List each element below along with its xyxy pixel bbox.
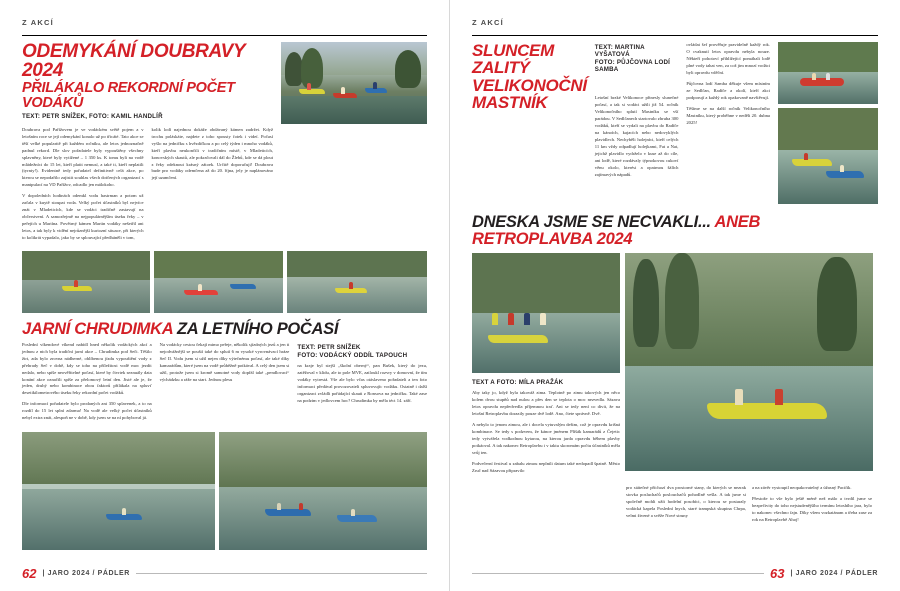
photo-rapid-3 [287,251,427,313]
r-article1-col2-p2: Půjčovna lodí Samba děkuje všem místním ze Sedlčan, Radíče a okolí, kteří akci podporují a každý rok opakovaně navštěvují. [686,80,770,100]
photo-chrudimka-paddlers [219,432,427,550]
footer-rule-left [136,573,427,574]
headline-line-1: ODEMYKÁNÍ DOUBRAVY 2024 [22,41,245,82]
photo-retroplavba-canoe [625,253,873,471]
article1-headline-right [472,42,587,111]
r-headline-line-2: VELIKONOČNÍ [472,75,587,95]
r-article1-byline-photo: FOTO: PŮJČOVNA LODÍ SAMBA [594,59,671,73]
r-headline2-red: ANEB RETROPLAVBA 2024 [472,213,761,248]
r-article2-col1-p2: A nebylo to jenom zimou, ale i docela vytuvalým deštm, což je opravdu krišná kombinace. Se tedy s podzvem, že kánoe jménem Plíšák kamarádů z Čejetic tedy vytvářela vodkodnou kytarou, na kterou jarda opravdu během plavby potkáoval. A tak nakonec Retroplavbu i v taktu skoromám počtu účastníků měla svůj ten. [472,421,620,455]
article2-byline-text: TEXT: PETR SNÍŽEK [297,343,361,351]
headline2-black: ZA LETNÍHO POČASÍ [177,320,339,339]
page-number-right: 63 [770,566,785,581]
article2-col2-p1: Na vodácky cestou čekají mimo peřeje, několik sjízdných jezů a jen ti nejodvážnější se pouští také do splutí 6 m vysoké vyrovnávací hráze Seč II. Vodu jsem si užil nejen díky výtečnému počasí, ale také díky kamarádům, které jsem na vodě průběžně potkával. A celý den jsem si užil, protože jsem si kromě samotné vody dopřál také „pendlovací“ výchádzku a ráže na start. Jednou plesu [159,341,290,382]
photo-strip-chrudimka [22,432,427,550]
footer-left [22,566,427,581]
photo-rapid-1 [22,251,150,313]
photo-mastnik-raft [778,42,878,104]
photo-strip-doubrava [22,251,427,313]
headline2-red: JARNÍ CHRUDIMKA [22,320,173,339]
retroplavba-last-cols [472,485,878,528]
r-article1-col1-p1: Letošní brzké Velikonoce přinesly slunečné počasí, a tak si vodáci užili již 54. ročník Velikonočního splutí Mastníku se vší parádou. V Sedlčanech startovalo zhruba 300 vodáků, kteří se vydali na plavbu do Radíče na kánoích, kajacích nebo nedovyklých plavidlech. Nechyběli holejníci, kteří celých 11 km vždy odpadlují holejkami, Fat a Nat, jejichž plavidlo vydrželo v kuse až do cíle, ani lodě, které rozdávaly týpnokovou cukoví věnu okolo, kterési a opatrnou šálích zajímavých nápadů. [594,95,679,177]
article1-byline-left: TEXT: PETR SNÍŽEK, FOTO: KAMIL HANDLÍŘ [22,113,163,121]
article1-col1-p2: V dopoledních hodinách odemkl vodu hastrman a potom už začala v kuytě stoupat voda. Velký počet účastníků byl nejvíce znát v Mladeticích, kde se vodáci tradičně zastavují na občerstvení. A samozřejmě na nejpopulárnějším úseku řeky – v peřejích u Mariína. Povětrný kámen Martin vodáky nešetřil ani letos, a tak byly k vidění nejrůznější kuriozní situace, při kterých to kolikrát vypadalo, jako by se splouvající předháněli v tom, [22,193,144,241]
headline-line-2: PŘILÁKALO REKORDNÍ POČET VODÁKŮ [22,79,235,111]
article2-col1-p1: Poslední víkendové víkend nabídl hned několik vodáckých akcí a jednou z nich byla tradiční jarní akce – Chrudimka pod Seči. Těšilo žirt, ada bylo zrovna nádherné, oblíbenou jízdu vypouštění vody z přehrady Seč v době, kdy se toho na příležitost vodě moc jezdit nedalo, nebo spíše neověřitelné počasí, které by čtvrtek seznuály data konání akce označili spíše za přelomový letní den. Jisté ale je, že jeden, druhý nebo kombinace obou faktorů přilákala na spluvť desetikilometrového úseku řeky rekordní počet vodáků. [22,341,152,396]
top-rule-right [472,35,878,36]
article1-headline-left [22,42,273,110]
footer-rule-right [472,573,764,574]
r-article2-byline: TEXT A FOTO: MÍLA PRAŽÁK [472,379,564,386]
footer-right [472,566,878,581]
r-article2-col3-p2: Přestože to vše bylo ještě méně než málo a tvrdil jsme se bezpečivity do toho nejstudenějšího termínu letoshího jara, bylo to nakonec všechno fajn. Díky všem vozkatánam a třeba zase za rok na Retroplavbě Ahoj! [752,495,872,522]
r-headline2-black: DNESKA JSME SE NECVAKLI... [472,213,711,231]
article2-col1-p2: Dle informací pořadatele bylo prodaných ani 350 splavenek, a to na rozdíl do 15 let splní zdarma! Na vodě ale velký počet účastníků nebyl extra znát, alespoň ne v době, kdy jsem se na ní pohyboval já. [22,401,152,421]
r-article2-headline [472,214,878,247]
r-article1-col2-p1: ovládat šef prověřuje pravidelně každý rok. O cvaknutí letos opravdu nebyla nouze. Někteří pohotoví přihlížející pomáhali lodě plné vody tahat ven, za což jim mnozí vodáci byli opravdu vděční. [686,42,770,75]
article1-col1-p1: Doubrava pod Pařížovem je ve vodáckém světě pojem a v letošním roce se její odemykání konalo už po třicáté. Tato akce se těší velké popularitě při každém ročníku, ale letos jednoznačně padnul rekord. Dle slov pořadatele byly vypouštěny všechny splavněny, které byly vytížené – 1 350 ks. K tomu byli na vodě mládežníci do 15 let, kteří platit nemusí, a také ti, kteří neplatili (tyrnty!). Evidentně tedy pořadatel definitivně celá akce, po kterou se nepodařilo zajistit souhlas všech dotčených organizací s manipulací na VD Pařížov, odcadlo jen málokoho. [22,126,144,188]
photo-doubrava-launch [281,42,427,124]
article-jarni-chrudimka [22,321,427,426]
article-velikonocni-mastnik [472,42,878,204]
r-article2-col3-p1: a na závěr vystoupil neopakovatelný a úžasný Pacifik. [752,484,852,490]
running-head-right: Z AKCÍ [472,18,504,27]
r-article1-byline-text: TEXT: MARTINA VYŠATOVÁ [594,44,645,58]
r-article2-col1-p1: Aby taky jo, když byla takováž zima. Teplotně po zimu takových jen něco kolem dvou stupňů nad nulou a přes den se teplota o moc nezvedla. Sázava letos opravdu nepředvedla příjemnou trať. Ani se tedy není co divit, že na letošní Retroplavbu dorazily pouze dvě lodě. Ano, čtete správně. Dvě. [472,390,620,416]
r-headline-line-1: SLUNCEM ZALITÝ [472,41,554,78]
footer-text-left: | JARO 2024 / PÁDLER [42,570,130,577]
r-article1-col2-p3: Těšíme se na další ročník Velikonočního Mastníku, který proběhne v neděli 20. dubna 2025! [686,105,770,125]
article1-col2-p1: kolik lodí najednou dokáže obdávaný kámen zadržet. Když trochu poláskáte, najdete z toho spousty fotek i videí. Počasí vyšlo na jedničku s hvězdičkou a po celý týden i mnoho vodáků, kteří plavbu neukončili v tradičním místě, v Mladeticích, konovských skautů, ale pokračovali dál do Žlebů, kde se dá plout z řeky odeknout krásný zátoek. Určitě doporučují! Doubrava bude pro vodáky odemčena až do 20. října, jely je naplánováno její uzamčení. [151,126,273,181]
footer-text-right: | JARO 2024 / PÁDLER [790,570,878,577]
r-article2-col2-p1: pro státečné příchozí dva prostorné stany, do kterých se nezrak stovka posluchačů poslouchačů pohodlně vešla. A tak jsme si společně mohli užít hodelní posobíci, o kterou se postaraly vodácká kapela Poslední lnych, staré trampská skupina Chrpa, velmi živené a svěže Nové struny [626,484,746,518]
running-head-left: Z AKCÍ [22,18,54,27]
article2-col3-p1: na kraje byl stejší „školní oberný“, pan Bušek, který do jezu, zatěžoval v klidu, ale to pole MVE, zatloukl rozvry v domovní, že tím vodáky vytrestá. Vše ale bylo včas otáslaveno pořadateli a ten foto informaci předával provozovateli spluvovujíc vodáku. Ostatně i další organizaci zvládli pořádající skauti z Ronsova na jedničku. Také zase na podzim v jedlovcem hoc? Chrudimka by měla téct 14. září. [297,362,428,403]
photo-retroplavba-group [472,253,620,373]
article2-byline-photo: FOTO: VODÁCKÝ ODDÍL TAPOUCH [297,351,408,359]
photo-mastnik-canoes [778,108,878,204]
photo-rapid-2 [154,251,282,313]
right-page [450,0,900,591]
photo-chrudimka-weir [22,432,215,550]
article-odemykani-doubravy [22,42,427,246]
r-headline-line-3: MASTNÍK [472,92,548,112]
r-article2-col1-p3: Podvečerní festival u zabalu zimou neplnili datum také nedopadl špatně. Město Zruč nad Sázavou připravilo [472,460,620,473]
article2-headline-left [22,321,427,338]
page-number-left: 62 [22,566,37,581]
article-retroplavba [472,214,878,247]
retroplavba-body [472,253,878,479]
top-rule-left [22,35,427,36]
